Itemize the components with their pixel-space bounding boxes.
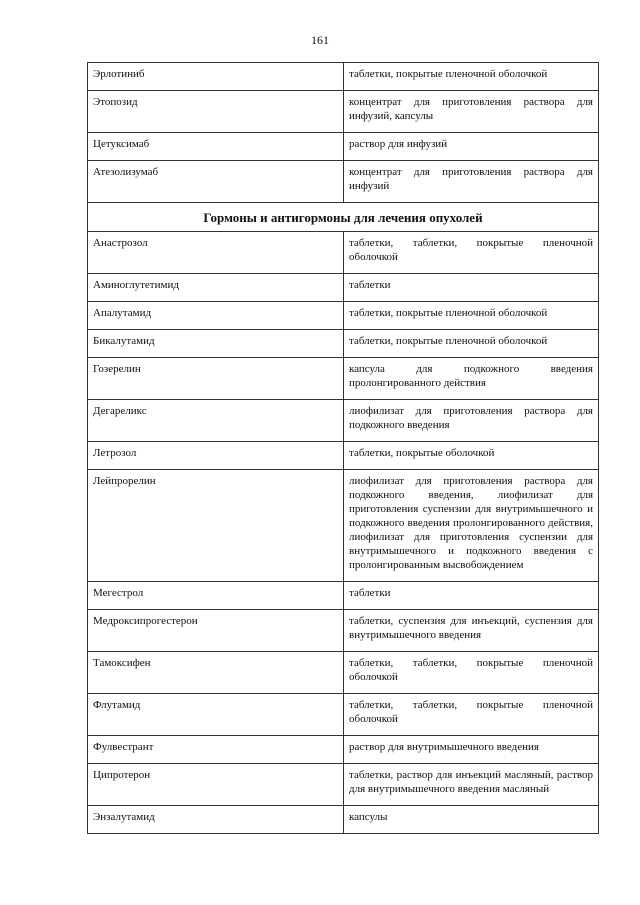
drug-name-cell: Тамоксифен (88, 652, 344, 694)
dosage-form-cell: раствор для инфузий (344, 133, 599, 161)
table-row (88, 161, 599, 203)
drug-name-cell: Лейпрорелин (88, 470, 344, 582)
drug-name-cell: Цетуксимаб (88, 133, 344, 161)
section-header-row (88, 203, 599, 232)
table-row (88, 274, 599, 302)
table-row (88, 330, 599, 358)
dosage-form-cell: таблетки (344, 274, 599, 302)
drug-name-cell: Этопозид (88, 91, 344, 133)
dosage-form-cell: концентрат для приготовления раствора для инфузий, капсулы (344, 91, 599, 133)
table-row (88, 582, 599, 610)
drug-name-cell: Мегестрол (88, 582, 344, 610)
drug-name-cell: Дегареликс (88, 400, 344, 442)
drug-name-cell: Гозерелин (88, 358, 344, 400)
drug-name-cell: Анастрозол (88, 232, 344, 274)
dosage-form-cell: капсулы (344, 806, 599, 834)
drug-name-cell: Медроксипрогестерон (88, 610, 344, 652)
dosage-form-cell: таблетки, таблетки, покрытые пленочной оболочкой (344, 232, 599, 274)
dosage-form-cell: таблетки, покрытые пленочной оболочкой (344, 330, 599, 358)
table-row (88, 133, 599, 161)
table-row (88, 442, 599, 470)
dosage-form-cell: таблетки (344, 582, 599, 610)
dosage-form-cell: таблетки, таблетки, покрытые пленочной оболочкой (344, 652, 599, 694)
drug-name-cell: Атезолизумаб (88, 161, 344, 203)
table-row (88, 302, 599, 330)
table-row (88, 764, 599, 806)
dosage-form-cell: таблетки, раствор для инъекций масляный, раствор для внутримышечного введения масляный (344, 764, 599, 806)
table-row (88, 610, 599, 652)
drug-name-cell: Ципротерон (88, 764, 344, 806)
dosage-form-cell: капсула для подкожного введения пролонгированного действия (344, 358, 599, 400)
table-row (88, 652, 599, 694)
drug-name-cell: Флутамид (88, 694, 344, 736)
page-number: 161 (311, 33, 329, 47)
dosage-form-cell: раствор для внутримышечного введения (344, 736, 599, 764)
drug-name-cell: Апалутамид (88, 302, 344, 330)
table-row (88, 358, 599, 400)
table-row (88, 694, 599, 736)
table-row (88, 806, 599, 834)
drug-name-cell: Энзалутамид (88, 806, 344, 834)
section-title: Гормоны и антигормоны для лечения опухолей (88, 203, 599, 232)
dosage-form-cell: таблетки, суспензия для инъекций, суспензия для внутримышечного введения (344, 610, 599, 652)
table-row (88, 736, 599, 764)
table-row (88, 470, 599, 582)
dosage-form-cell: таблетки, покрытые пленочной оболочкой (344, 63, 599, 91)
drug-name-cell: Фулвестрант (88, 736, 344, 764)
dosage-form-cell: таблетки, таблетки, покрытые пленочной оболочкой (344, 694, 599, 736)
drug-name-cell: Бикалутамид (88, 330, 344, 358)
dosage-form-cell: лиофилизат для приготовления раствора для подкожного введения, лиофилизат для приготовления суспензии для внутримышечного и подкожного введения пролонгированного действия, лиофилизат для приготовления суспензии для внутримышечного и подкожного введения с пролонгированным высвобождением (344, 470, 599, 582)
dosage-form-cell: таблетки, покрытые оболочкой (344, 442, 599, 470)
dosage-form-cell: лиофилизат для приготовления раствора для подкожного введения (344, 400, 599, 442)
table-row (88, 91, 599, 133)
table-row (88, 63, 599, 91)
drug-name-cell: Эрлотиниб (88, 63, 344, 91)
drug-name-cell: Аминоглутетимид (88, 274, 344, 302)
drug-name-cell: Летрозол (88, 442, 344, 470)
table-row (88, 232, 599, 274)
dosage-form-cell: концентрат для приготовления раствора для инфузий (344, 161, 599, 203)
table-row (88, 400, 599, 442)
dosage-form-cell: таблетки, покрытые пленочной оболочкой (344, 302, 599, 330)
drug-table (87, 62, 599, 834)
